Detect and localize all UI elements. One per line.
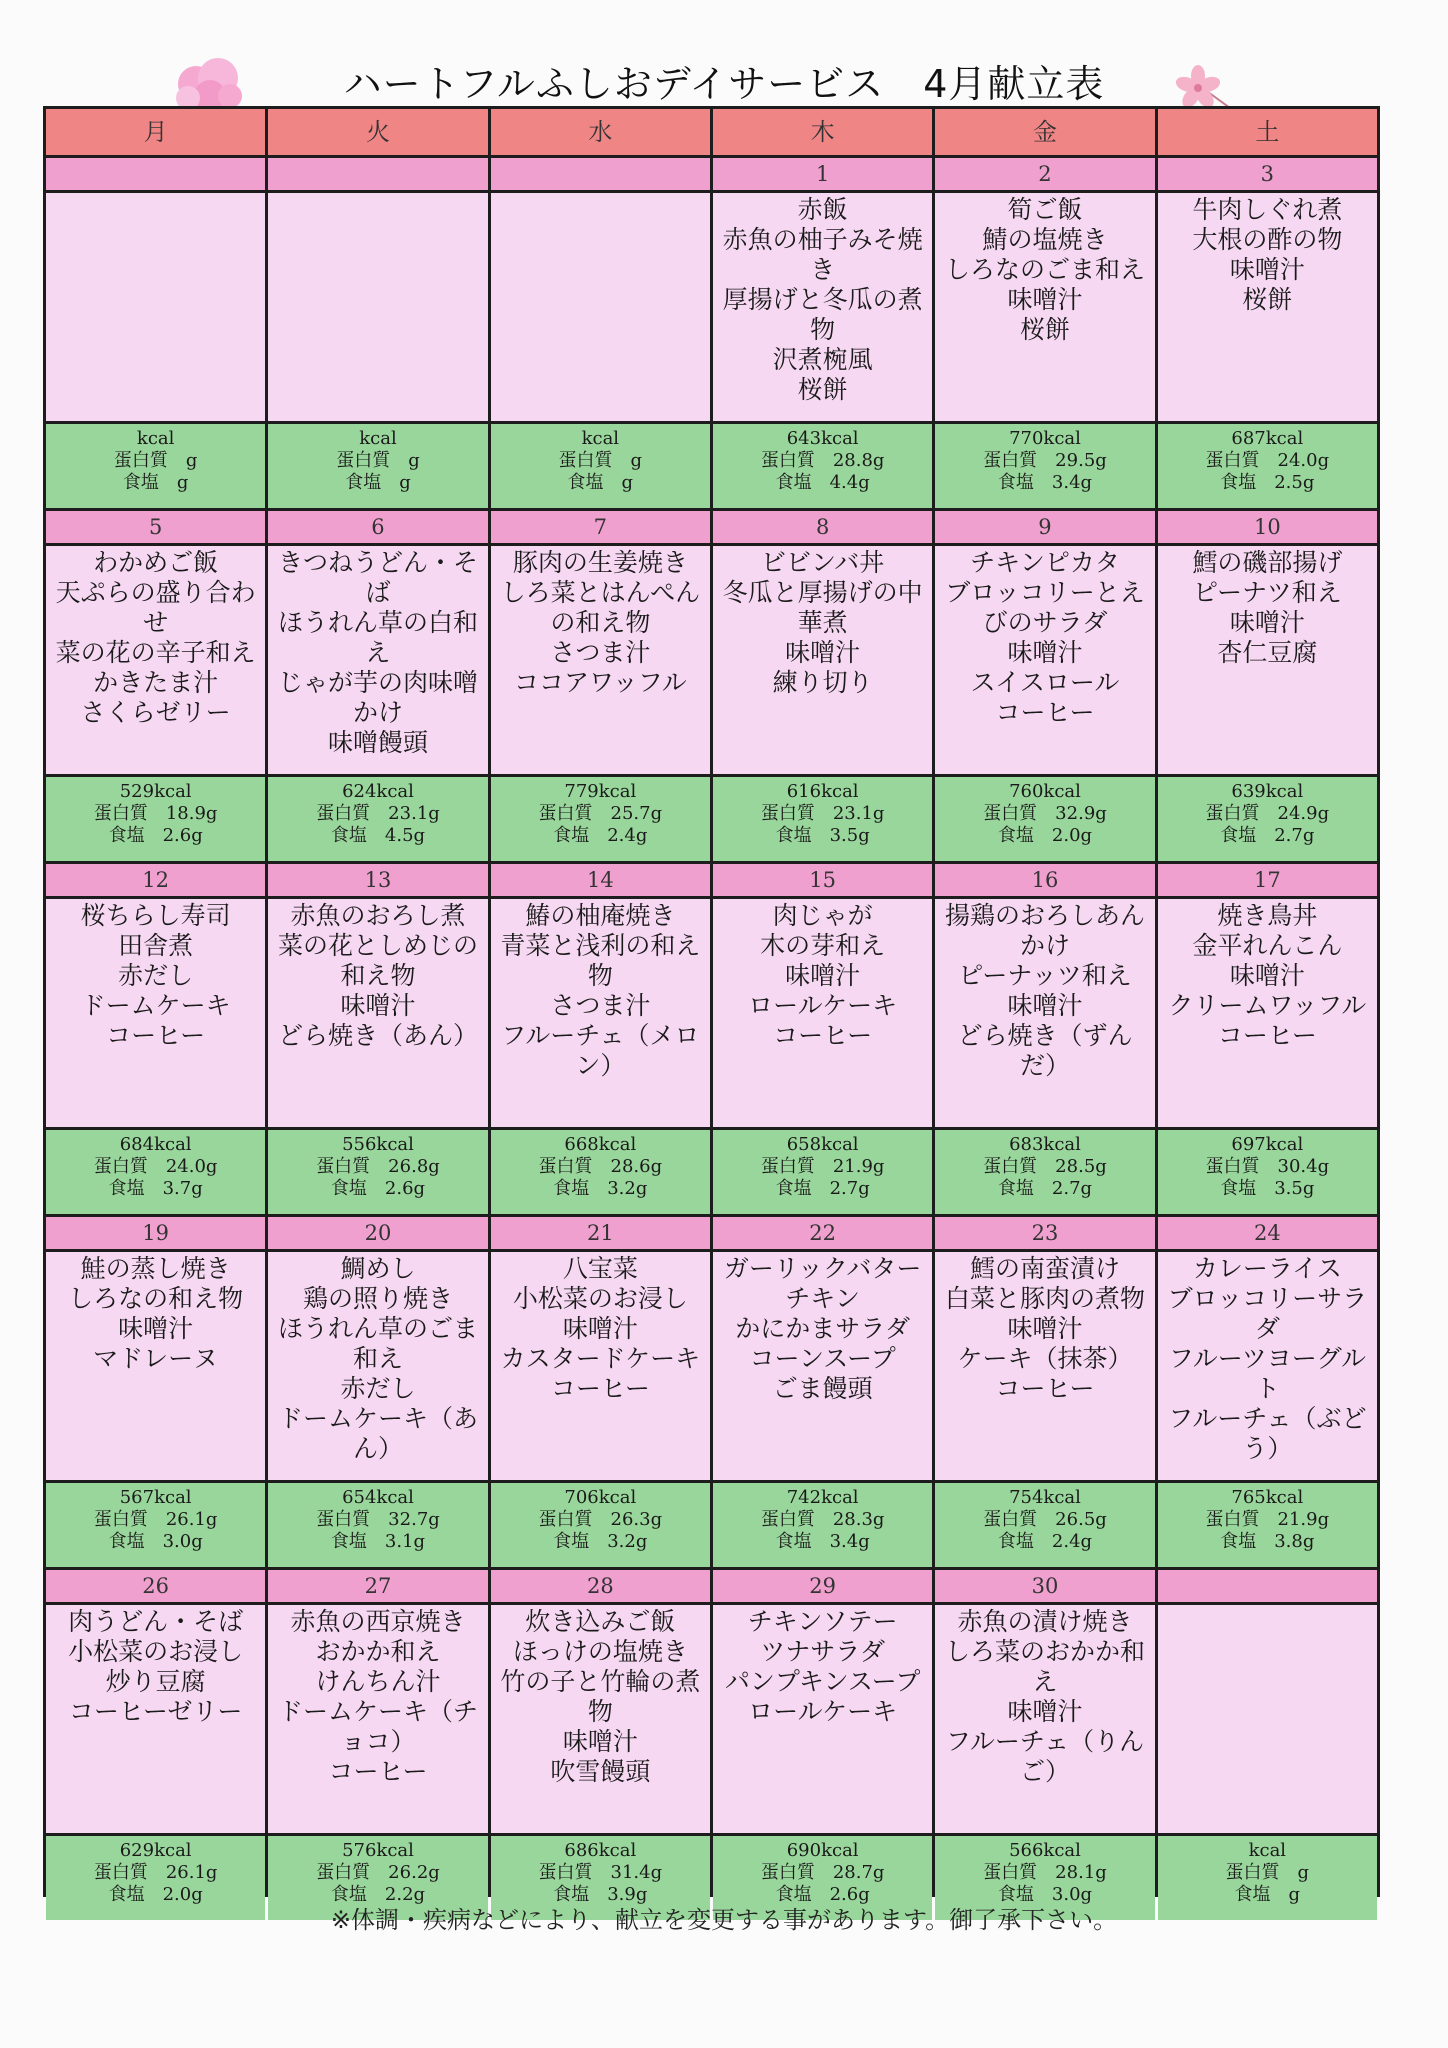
calorie-value: 567kcal: [119, 1487, 192, 1508]
nutrition-cell: [1158, 424, 1377, 508]
menu-item: 赤だし: [340, 1374, 416, 1403]
menu-item: 赤魚の柚子みそ焼き: [722, 225, 923, 284]
menu-item: しろなの和え物: [68, 1284, 244, 1313]
menu-cell: [1158, 546, 1377, 774]
menu-cell: [46, 1605, 265, 1833]
salt-value: 食塩 3.0g: [997, 1884, 1093, 1905]
menu-item: コーヒー: [106, 1021, 206, 1050]
calorie-value: 684kcal: [119, 1134, 192, 1155]
menu-item: 赤飯: [797, 195, 848, 224]
menu-item: ブロッコリーサラダ: [1167, 1284, 1368, 1343]
menu-item: 炒り豆腐: [105, 1667, 206, 1696]
nutrition-cell: [1158, 1483, 1377, 1567]
calorie-value: 629kcal: [119, 1840, 192, 1861]
date-number: [491, 158, 710, 190]
menu-item: ツナサラダ: [760, 1637, 886, 1666]
salt-value: 食塩 g: [345, 472, 411, 493]
menu-item: 牛肉しぐれ煮: [1192, 195, 1343, 224]
calorie-value: 779kcal: [564, 781, 637, 802]
menu-item: 味噌汁: [118, 1314, 194, 1343]
menu-cell: [713, 193, 932, 421]
menu-item: 天ぷらの盛り合わせ: [55, 578, 256, 637]
salt-value: 食塩 2.6g: [108, 825, 203, 846]
protein-value: 蛋白質 18.9g: [93, 803, 218, 824]
date-number: 24: [1158, 1217, 1377, 1249]
menu-item: さつま汁: [550, 638, 651, 667]
menu-item: 菜の花としめじの和え物: [277, 931, 478, 990]
menu-cell: [46, 899, 265, 1127]
menu-item: 味噌汁: [1229, 255, 1305, 284]
menu-calendar: [43, 106, 1380, 1905]
menu-item: ココアワッフル: [513, 668, 687, 697]
menu-item: 肉うどん・そば: [68, 1607, 244, 1636]
calorie-value: 690kcal: [786, 1840, 859, 1861]
nutrition-cell: [46, 1130, 265, 1214]
date-number: 21: [491, 1217, 710, 1249]
menu-item: 味噌汁: [1007, 1314, 1083, 1343]
menu-item: 焼き鳥丼: [1217, 901, 1318, 930]
menu-item: ほっけの塩焼き: [512, 1637, 688, 1666]
menu-item: 白菜と豚肉の煮物: [944, 1284, 1145, 1313]
menu-item: 杏仁豆腐: [1217, 638, 1318, 667]
menu-item: 豚肉の生姜焼き: [512, 548, 688, 577]
menu-item: 筍ご飯: [1007, 195, 1083, 224]
calorie-value: 616kcal: [786, 781, 859, 802]
menu-item: コーヒー: [1217, 1021, 1317, 1050]
calorie-value: 643kcal: [786, 428, 859, 449]
protein-value: 蛋白質 30.4g: [1205, 1156, 1330, 1177]
calorie-value: 529kcal: [119, 781, 192, 802]
menu-item: クリームワッフル: [1168, 991, 1367, 1020]
weekday-header: 木: [713, 109, 932, 155]
nutrition-cell: [1158, 777, 1377, 861]
menu-item: じゃが芋の肉味噌かけ: [277, 668, 478, 727]
date-number: 16: [935, 864, 1154, 896]
menu-item: 木の芽和え: [760, 931, 886, 960]
date-number: 7: [491, 511, 710, 543]
menu-item: 鱈の磯部揚げ: [1192, 548, 1343, 577]
menu-item: しろ菜のおかか和え: [944, 1637, 1145, 1696]
weekday-header: 土: [1158, 109, 1377, 155]
menu-item: 味噌汁: [1007, 1697, 1083, 1726]
menu-cell: [268, 193, 487, 421]
menu-item: 赤魚の西京焼き: [290, 1607, 466, 1636]
date-number: 3: [1158, 158, 1377, 190]
menu-cell: [713, 1605, 932, 1833]
menu-item: マドレーヌ: [93, 1344, 219, 1373]
calorie-value: kcal: [136, 428, 175, 449]
salt-value: 食塩 2.4g: [553, 825, 648, 846]
nutrition-cell: [935, 1483, 1154, 1567]
menu-item: コーヒー: [995, 1374, 1095, 1403]
menu-cell: [268, 1252, 487, 1480]
calorie-value: kcal: [359, 428, 397, 449]
menu-item: カレーライス: [1192, 1254, 1342, 1283]
menu-item: 揚鶏のおろしあんかけ: [944, 901, 1145, 960]
salt-value: 食塩 3.7g: [108, 1178, 203, 1199]
protein-value: 蛋白質 24.0g: [1205, 450, 1330, 471]
menu-cell: [491, 899, 710, 1127]
nutrition-cell: [1158, 1130, 1377, 1214]
date-number: 1: [713, 158, 932, 190]
nutrition-cell: [491, 1130, 710, 1214]
menu-item: ほうれん草のごま和え: [277, 1314, 478, 1373]
menu-item: 小松菜のお浸し: [68, 1637, 244, 1666]
menu-item: さつま汁: [550, 991, 651, 1020]
weekday-header: 金: [935, 109, 1154, 155]
menu-item: ごま饅頭: [772, 1374, 873, 1403]
menu-item: ブロッコリーとえびのサラダ: [945, 578, 1145, 637]
protein-value: 蛋白質 g: [336, 450, 420, 471]
nutrition-cell: [268, 424, 487, 508]
nutrition-cell: [713, 1130, 932, 1214]
menu-item: ケーキ（抹茶）: [957, 1344, 1133, 1373]
menu-item: どら焼き（あん）: [277, 1021, 478, 1050]
menu-item: 冬瓜と厚揚げの中華煮: [722, 578, 923, 637]
calorie-value: 770kcal: [1009, 428, 1081, 449]
salt-value: 食塩 g: [1234, 1884, 1301, 1905]
protein-value: 蛋白質 29.5g: [983, 450, 1107, 471]
menu-item: コーヒー: [995, 698, 1095, 727]
nutrition-cell: [491, 424, 710, 508]
salt-value: 食塩 2.2g: [330, 1884, 426, 1905]
menu-item: かきたま汁: [93, 668, 219, 697]
salt-value: 食塩 2.5g: [1220, 472, 1315, 493]
menu-cell: [268, 1605, 487, 1833]
nutrition-cell: [491, 1483, 710, 1567]
date-number: 30: [935, 1570, 1154, 1602]
menu-item: 味噌汁: [340, 991, 416, 1020]
salt-value: 食塩 3.9g: [553, 1884, 648, 1905]
menu-item: フルーチェ（りんご）: [945, 1727, 1145, 1786]
menu-item: ロールケーキ: [748, 991, 898, 1020]
footer-note: ※体調・疾病などにより、献立を変更する事があります。御了承下さい。: [330, 1906, 1118, 1934]
date-number: 15: [713, 864, 932, 896]
menu-item: 肉じゃが: [772, 901, 873, 930]
nutrition-cell: [268, 1483, 487, 1567]
salt-value: 食塩 2.7g: [775, 1178, 870, 1199]
protein-value: 蛋白質 g: [558, 450, 643, 471]
menu-item: 味噌汁: [1007, 991, 1083, 1020]
menu-item: どら焼き（ずんだ）: [957, 1021, 1133, 1080]
protein-value: 蛋白質 28.7g: [760, 1862, 885, 1883]
menu-item: さくらゼリー: [80, 698, 231, 727]
menu-item: ドームケーキ: [80, 991, 231, 1020]
menu-item: 味噌汁: [562, 1727, 638, 1756]
calorie-value: 760kcal: [1009, 781, 1081, 802]
nutrition-cell: [935, 777, 1154, 861]
date-number: 12: [46, 864, 265, 896]
date-number: 20: [268, 1217, 487, 1249]
menu-item: フルーチェ（ぶどう）: [1168, 1404, 1367, 1463]
protein-value: 蛋白質 21.9g: [1205, 1509, 1330, 1530]
calorie-value: 658kcal: [786, 1134, 859, 1155]
calorie-value: 754kcal: [1009, 1487, 1081, 1508]
menu-cell: [713, 1252, 932, 1480]
menu-item: コーヒー: [328, 1757, 428, 1786]
menu-item: ほうれん草の白和え: [277, 608, 478, 667]
protein-value: 蛋白質 g: [1225, 1862, 1310, 1883]
date-number: 29: [713, 1570, 932, 1602]
menu-item: ドームケーキ（あん）: [277, 1404, 478, 1463]
calorie-value: kcal: [581, 428, 620, 449]
menu-item: 赤だし: [118, 961, 194, 990]
salt-value: 食塩 3.2g: [553, 1531, 648, 1552]
nutrition-cell: [935, 1130, 1154, 1214]
menu-item: フルーツヨーグルト: [1168, 1344, 1366, 1403]
menu-item: 鰆の柚庵焼き: [525, 901, 676, 930]
calorie-value: 683kcal: [1009, 1134, 1081, 1155]
date-number: [1158, 1570, 1377, 1602]
weekday-header: 水: [491, 109, 710, 155]
protein-value: 蛋白質 26.8g: [316, 1156, 440, 1177]
menu-item: パンプキンスープ: [724, 1667, 921, 1696]
menu-item: おかか和え: [315, 1637, 441, 1666]
protein-value: 蛋白質 31.4g: [538, 1862, 663, 1883]
nutrition-cell: [46, 1483, 265, 1567]
menu-item: 桜ちらし寿司: [80, 901, 231, 930]
menu-cell: [935, 1605, 1154, 1833]
protein-value: 蛋白質 26.5g: [983, 1509, 1107, 1530]
menu-item: きつねうどん・そば: [277, 548, 478, 607]
menu-item: 鯖の塩焼き: [982, 225, 1108, 254]
menu-cell: [1158, 1252, 1377, 1480]
date-number: 27: [268, 1570, 487, 1602]
salt-value: 食塩 3.2g: [553, 1178, 648, 1199]
date-number: 28: [491, 1570, 710, 1602]
date-number: 8: [713, 511, 932, 543]
menu-item: しろなのごま和え: [944, 255, 1145, 284]
protein-value: 蛋白質 28.6g: [538, 1156, 663, 1177]
calorie-value: 686kcal: [564, 1840, 637, 1861]
menu-item: 青菜と浅利の和え物: [500, 931, 701, 990]
menu-cell: [713, 899, 932, 1127]
salt-value: 食塩 2.0g: [108, 1884, 203, 1905]
menu-item: 鱈の南蛮漬け: [969, 1254, 1120, 1283]
menu-cell: [713, 546, 932, 774]
menu-item: 鶏の照り焼き: [302, 1284, 453, 1313]
salt-value: 食塩 4.5g: [330, 825, 426, 846]
protein-value: 蛋白質 24.9g: [1205, 803, 1330, 824]
salt-value: 食塩 3.1g: [330, 1531, 426, 1552]
menu-cell: [491, 1605, 710, 1833]
salt-value: 食塩 3.8g: [1220, 1531, 1315, 1552]
date-number: 22: [713, 1217, 932, 1249]
menu-item: 桜餅: [797, 375, 848, 404]
salt-value: 食塩 2.6g: [775, 1884, 870, 1905]
protein-value: 蛋白質 32.7g: [316, 1509, 440, 1530]
calorie-value: 706kcal: [564, 1487, 637, 1508]
nutrition-cell: [713, 424, 932, 508]
date-number: 2: [935, 158, 1154, 190]
menu-item: 八宝菜: [562, 1254, 638, 1283]
menu-item: 味噌汁: [1007, 285, 1083, 314]
date-number: 14: [491, 864, 710, 896]
menu-item: かにかまサラダ: [735, 1314, 911, 1343]
salt-value: 食塩 2.4g: [997, 1531, 1093, 1552]
nutrition-cell: [46, 777, 265, 861]
calorie-value: 742kcal: [786, 1487, 859, 1508]
menu-item: チキンソテー: [747, 1607, 898, 1636]
menu-cell: [491, 193, 710, 421]
menu-item: 竹の子と竹輪の煮物: [500, 1667, 701, 1726]
menu-cell: [1158, 899, 1377, 1127]
menu-item: 吹雪饅頭: [550, 1757, 651, 1786]
protein-value: 蛋白質 26.1g: [93, 1862, 218, 1883]
date-number: 17: [1158, 864, 1377, 896]
menu-item: 炊き込みご飯: [525, 1607, 676, 1636]
protein-value: 蛋白質 24.0g: [93, 1156, 218, 1177]
menu-cell: [46, 546, 265, 774]
calorie-value: 624kcal: [342, 781, 414, 802]
menu-cell: [491, 546, 710, 774]
menu-cell: [268, 899, 487, 1127]
page-title: ハートフルふしおデイサービス 4月献立表: [343, 62, 1105, 106]
protein-value: 蛋白質 26.2g: [316, 1862, 440, 1883]
menu-item: 金平れんこん: [1192, 931, 1343, 960]
protein-value: 蛋白質 32.9g: [983, 803, 1107, 824]
menu-item: しろ菜とはんぺんの和え物: [500, 578, 701, 637]
menu-item: けんちん汁: [315, 1667, 441, 1696]
menu-item: 沢煮椀風: [772, 345, 873, 374]
menu-item: カスタードケーキ: [500, 1344, 701, 1373]
menu-item: チキンピカタ: [970, 548, 1120, 577]
menu-item: 味噌饅頭: [327, 728, 428, 757]
calorie-value: 668kcal: [564, 1134, 637, 1155]
nutrition-cell: [268, 1130, 487, 1214]
menu-item: 厚揚げと冬瓜の煮物: [722, 285, 923, 344]
weekday-header: 月: [46, 109, 265, 155]
protein-value: 蛋白質 21.9g: [760, 1156, 885, 1177]
nutrition-cell: [491, 777, 710, 861]
date-number: 26: [46, 1570, 265, 1602]
calorie-value: 687kcal: [1231, 428, 1304, 449]
protein-value: 蛋白質 28.1g: [983, 1862, 1107, 1883]
menu-item: 赤魚のおろし煮: [290, 901, 466, 930]
menu-item: 味噌汁: [562, 1314, 638, 1343]
nutrition-cell: [935, 424, 1154, 508]
calorie-value: 566kcal: [1009, 1840, 1081, 1861]
menu-item: ドームケーキ（チョコ）: [277, 1697, 478, 1756]
salt-value: 食塩 3.4g: [997, 472, 1093, 493]
menu-item: スイスロール: [970, 668, 1120, 697]
salt-value: 食塩 g: [122, 472, 189, 493]
menu-item: 大根の酢の物: [1192, 225, 1343, 254]
menu-item: 味噌汁: [1229, 608, 1305, 637]
menu-cell: [935, 193, 1154, 421]
date-number: [46, 158, 265, 190]
menu-item: わかめご飯: [93, 548, 219, 577]
salt-value: 食塩 2.7g: [1220, 825, 1315, 846]
menu-item: 味噌汁: [785, 638, 861, 667]
menu-cell: [935, 1252, 1154, 1480]
weekday-header: 火: [268, 109, 487, 155]
nutrition-cell: [268, 777, 487, 861]
nutrition-cell: [46, 424, 265, 508]
salt-value: 食塩 2.0g: [997, 825, 1093, 846]
nutrition-cell: [713, 1483, 932, 1567]
salt-value: 食塩 4.4g: [775, 472, 870, 493]
menu-item: 鮭の蒸し焼き: [80, 1254, 231, 1283]
menu-item: 味噌汁: [1229, 961, 1305, 990]
menu-cell: [491, 1252, 710, 1480]
menu-cell: [935, 546, 1154, 774]
calorie-value: 697kcal: [1231, 1134, 1304, 1155]
menu-item: ガーリックバターチキン: [723, 1254, 922, 1313]
protein-value: 蛋白質 28.5g: [983, 1156, 1107, 1177]
protein-value: 蛋白質 23.1g: [760, 803, 885, 824]
menu-item: 赤魚の漬け焼き: [957, 1607, 1133, 1636]
calorie-value: 654kcal: [342, 1487, 414, 1508]
salt-value: 食塩 3.5g: [775, 825, 870, 846]
date-number: 23: [935, 1217, 1154, 1249]
calorie-value: 639kcal: [1231, 781, 1304, 802]
menu-cell: [46, 1252, 265, 1480]
menu-cell: [1158, 193, 1377, 421]
menu-item: 菜の花の辛子和え: [55, 638, 256, 667]
protein-value: 蛋白質 25.7g: [538, 803, 663, 824]
protein-value: 蛋白質 28.3g: [760, 1509, 885, 1530]
menu-item: 鯛めし: [340, 1254, 416, 1283]
date-number: 13: [268, 864, 487, 896]
menu-item: コーンスープ: [749, 1344, 896, 1373]
menu-item: コーヒー: [550, 1374, 650, 1403]
menu-item: ビビンバ丼: [761, 548, 885, 577]
salt-value: 食塩 2.7g: [997, 1178, 1093, 1199]
menu-item: フルーチェ（メロン）: [501, 1021, 700, 1080]
menu-item: 小松菜のお浸し: [512, 1284, 688, 1313]
protein-value: 蛋白質 g: [113, 450, 198, 471]
nutrition-cell: [713, 777, 932, 861]
menu-item: 味噌汁: [1007, 638, 1083, 667]
calorie-value: 576kcal: [342, 1840, 414, 1861]
salt-value: 食塩 g: [567, 472, 634, 493]
date-number: 5: [46, 511, 265, 543]
menu-cell: [1158, 1605, 1377, 1833]
protein-value: 蛋白質 26.3g: [538, 1509, 663, 1530]
menu-item: 田舎煮: [118, 931, 194, 960]
date-number: 19: [46, 1217, 265, 1249]
menu-item: コーヒー: [773, 1021, 873, 1050]
menu-item: ピーナッツ和え: [958, 961, 1132, 990]
salt-value: 食塩 3.5g: [1220, 1178, 1315, 1199]
date-number: [268, 158, 487, 190]
menu-cell: [935, 899, 1154, 1127]
protein-value: 蛋白質 23.1g: [316, 803, 440, 824]
menu-item: 桜餅: [1019, 315, 1070, 344]
menu-item: 練り切り: [772, 668, 873, 697]
salt-value: 食塩 3.4g: [775, 1531, 870, 1552]
calorie-value: kcal: [1248, 1840, 1287, 1861]
protein-value: 蛋白質 26.1g: [93, 1509, 218, 1530]
date-number: 10: [1158, 511, 1377, 543]
menu-item: 桜餅: [1242, 285, 1293, 314]
salt-value: 食塩 2.6g: [330, 1178, 426, 1199]
menu-cell: [268, 546, 487, 774]
date-number: 9: [935, 511, 1154, 543]
menu-item: コーヒーゼリー: [68, 1697, 243, 1726]
menu-item: ピーナツ和え: [1192, 578, 1342, 607]
menu-item: 味噌汁: [785, 961, 861, 990]
salt-value: 食塩 3.0g: [108, 1531, 203, 1552]
menu-item: ロールケーキ: [748, 1697, 898, 1726]
calorie-value: 556kcal: [342, 1134, 414, 1155]
menu-cell: [46, 193, 265, 421]
protein-value: 蛋白質 28.8g: [760, 450, 885, 471]
date-number: 6: [268, 511, 487, 543]
calorie-value: 765kcal: [1231, 1487, 1304, 1508]
